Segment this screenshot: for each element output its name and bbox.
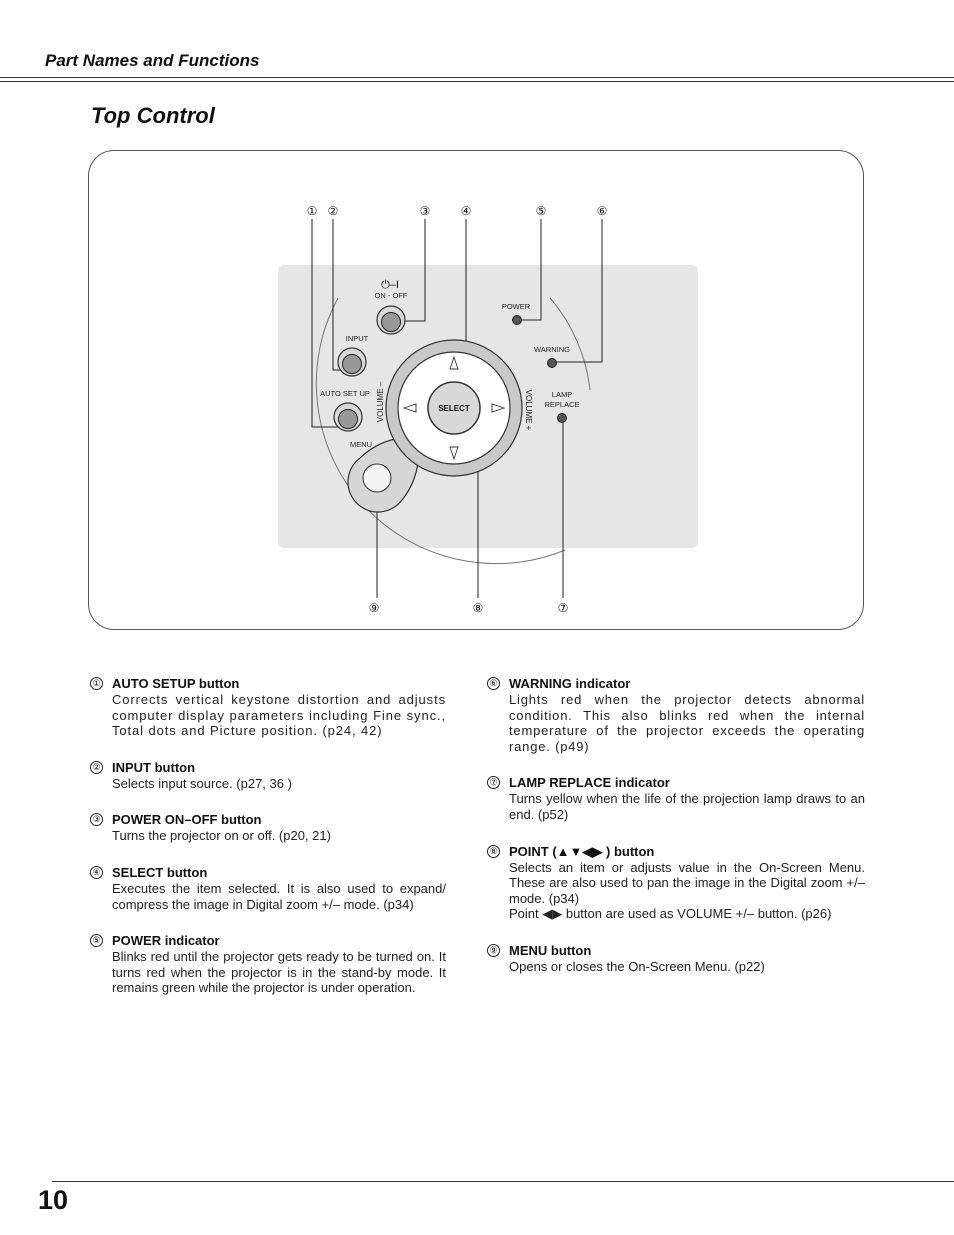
- item-title: SELECT button: [112, 864, 208, 880]
- item-number: ⑥: [487, 677, 500, 690]
- power-symbol-icon: ⏻–I: [381, 279, 399, 291]
- item-desc: Corrects vertical keystone distortion and adjusts computer display parameters including Fine sync., Total dots and Picture position. (p24, 42): [112, 692, 446, 739]
- item-warning: [487, 676, 865, 754]
- replace-label: REPLACE: [544, 400, 580, 409]
- item-number: ②: [90, 761, 103, 774]
- item-number: ⑧: [487, 845, 500, 858]
- volume-plus-label: VOLUME +: [524, 389, 533, 431]
- item-title: WARNING indicator: [509, 676, 631, 691]
- menu-label: MENU: [349, 440, 373, 449]
- item-title: INPUT button: [112, 759, 196, 775]
- power-indicator: [513, 316, 522, 325]
- item-number: ③: [90, 813, 103, 826]
- callout-4: ④: [460, 204, 472, 218]
- warning-label: WARNING: [534, 345, 570, 354]
- item-desc: Selects an item or adjusts value in the On-Screen Menu. These are also used to pan the image in the Digital zoom +/– mode. (p34): [509, 859, 865, 906]
- lamp-replace-indicator: [558, 414, 567, 423]
- item-auto-setup: [90, 676, 446, 739]
- item-lamp-replace: [487, 775, 865, 822]
- select-label: SELECT: [438, 404, 470, 413]
- item-desc: Lights red when the projector detects abnormal condition. This also blinks red when the internal temperature of the projector exceeds the operating range. (p49): [509, 692, 865, 754]
- item-title: AUTO SETUP button: [112, 676, 240, 691]
- item-power-indicator: [90, 933, 446, 996]
- item-title: LAMP REPLACE indicator: [509, 775, 670, 791]
- callout-5: ⑤: [535, 204, 547, 218]
- item-desc: Executes the item selected. It is also used to expand/ compress the image in Digital zoom +/– mode. (p34): [112, 880, 446, 912]
- item-point: [487, 844, 865, 922]
- item-power-on-off: [90, 812, 446, 844]
- lamp-label: LAMP: [551, 390, 573, 399]
- item-desc: Turns yellow when the life of the projection lamp draws to an end. (p52): [509, 791, 865, 822]
- power-button-cap: [382, 313, 401, 332]
- power-label: POWER: [501, 302, 531, 311]
- item-desc-2: Point ◀▶ button are used as VOLUME +/– button. (p26): [509, 906, 832, 922]
- callout-1: ①: [306, 204, 318, 218]
- item-desc: Blinks red until the projector gets ready to be turned on. It turns red when the projector is in the stand-by mode. It remains green while the projector is under operation.: [112, 949, 446, 996]
- warning-indicator: [548, 359, 557, 368]
- item-title: MENU button: [509, 942, 592, 958]
- item-menu: [487, 943, 865, 975]
- callout-2: ②: [327, 204, 339, 218]
- callout-8: ⑧: [472, 601, 484, 615]
- input-label: INPUT: [345, 334, 369, 343]
- item-desc: Opens or closes the On-Screen Menu. (p22): [509, 958, 765, 974]
- volume-minus-label: VOLUME –: [376, 381, 385, 423]
- callout-3: ③: [419, 204, 431, 218]
- item-desc: Selects input source. (p27, 36 ): [112, 775, 292, 791]
- footer-rule: [52, 1181, 954, 1182]
- item-input: [90, 760, 446, 792]
- input-button-cap: [343, 355, 362, 374]
- item-title: POWER ON–OFF button: [112, 812, 262, 828]
- callout-7: ⑦: [557, 601, 569, 615]
- page-number: 10: [38, 1185, 69, 1215]
- item-select: [90, 865, 446, 912]
- item-number: ⑤: [90, 934, 103, 947]
- item-desc: Turns the projector on or off. (p20, 21): [112, 828, 331, 844]
- section-title: Part Names and Functions: [45, 51, 260, 70]
- on-off-label: ON - OFF: [374, 291, 408, 300]
- item-number: ①: [90, 677, 103, 690]
- callout-6: ⑥: [596, 204, 608, 218]
- item-number: ⑦: [487, 776, 500, 789]
- callout-9: ⑨: [368, 601, 380, 615]
- auto-setup-button-cap: [339, 410, 358, 429]
- item-number: ④: [90, 866, 103, 879]
- item-title: POWER indicator: [112, 933, 220, 949]
- item-number: ⑨: [487, 944, 500, 957]
- descriptions-right: [487, 676, 865, 996]
- descriptions-left: [90, 676, 446, 1017]
- menu-button[interactable]: [363, 464, 391, 492]
- page-heading: Top Control: [91, 103, 215, 128]
- item-title: POINT (▲▼◀▶ ) button: [509, 843, 655, 859]
- auto-set-up-label: AUTO SET UP: [320, 389, 370, 398]
